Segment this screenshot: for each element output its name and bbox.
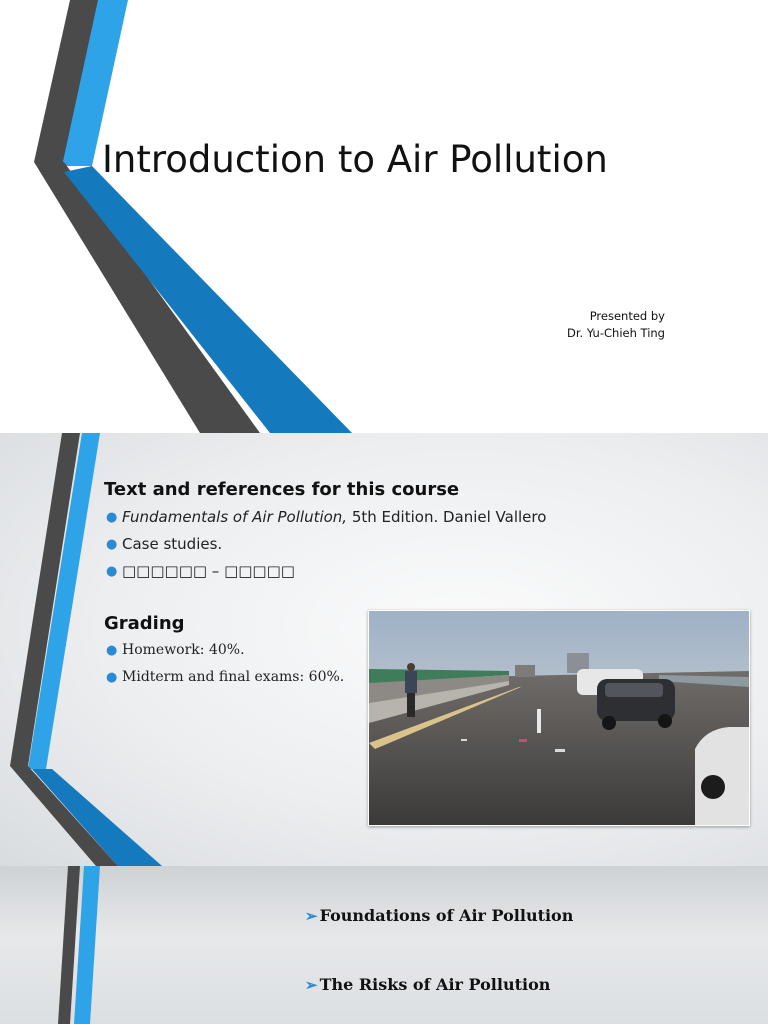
references-list — [104, 504, 546, 585]
arrow-bullet-icon: ➢ — [305, 907, 318, 925]
references-slide — [0, 433, 768, 866]
decorative-stripes — [0, 866, 768, 1024]
list-item: ● Case studies. — [104, 531, 546, 558]
arrow-bullet-icon: ➢ — [305, 976, 318, 994]
topic-item: ➢ Foundations of Air Pollution — [305, 906, 574, 925]
list-item: ● Homework: 40%. — [104, 637, 344, 664]
slide-title: Introduction to Air Pollution — [102, 138, 608, 181]
grading-heading: Grading — [104, 613, 185, 634]
presenter-name: Dr. Yu-Chieh Ting — [567, 326, 665, 340]
presented-by-label: Presented by — [589, 309, 665, 323]
presenter-block — [567, 308, 665, 342]
bullet-icon: ● — [106, 670, 118, 685]
bullet-icon: ● — [106, 537, 118, 552]
topics-slide — [0, 866, 768, 1024]
bullet-icon: ● — [106, 510, 118, 525]
list-item: ● Fundamentals of Air Pollution, 5th Edition. Daniel Vallero — [104, 504, 546, 531]
highway-accident-photo — [368, 610, 750, 826]
grading-list — [104, 637, 344, 691]
bullet-icon: ● — [106, 643, 118, 658]
decorative-stripes — [0, 0, 768, 433]
bullet-icon: ● — [106, 564, 118, 579]
topic-item: ➢ The Risks of Air Pollution — [305, 975, 551, 994]
list-item: ● Midterm and final exams: 60%. — [104, 664, 344, 691]
list-item: ● □□□□□□ – □□□□□ — [104, 558, 546, 585]
references-heading: Text and references for this course — [104, 479, 460, 500]
title-slide — [0, 0, 768, 433]
